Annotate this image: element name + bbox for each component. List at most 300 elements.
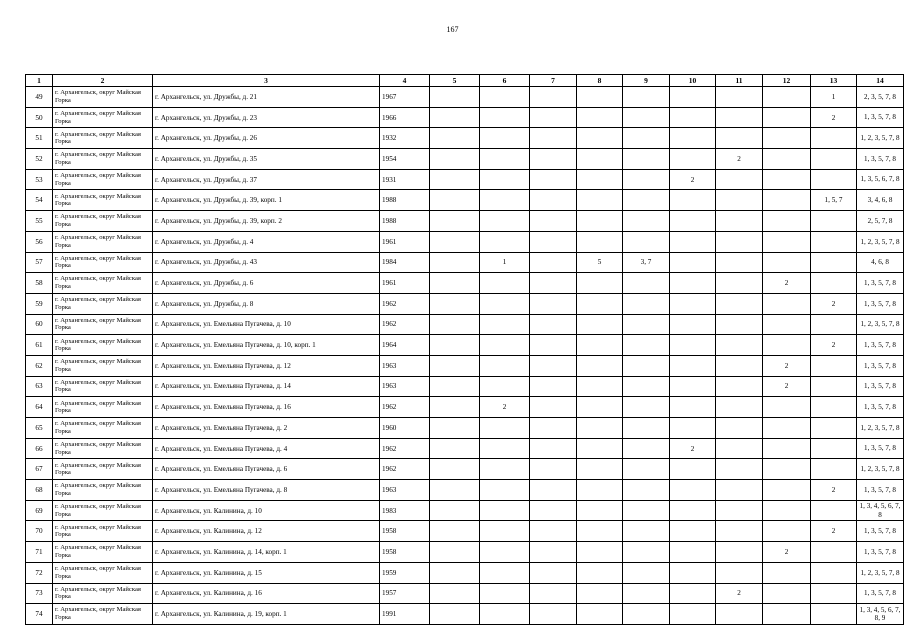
table-cell-col-10: [670, 418, 716, 439]
table-cell-col-2: г. Архангельск, округ Майская Горка: [53, 190, 153, 211]
header-row: [26, 75, 904, 87]
table-cell-col-10: [670, 604, 716, 625]
table-cell-col-7: [530, 87, 577, 108]
table-cell-col-6: [480, 459, 530, 480]
table-cell-col-11: [716, 376, 763, 397]
table-cell-col-1: 60: [26, 314, 53, 335]
table-cell-col-7: [530, 459, 577, 480]
table-cell-col-2: г. Архангельск, округ Майская Горка: [53, 480, 153, 501]
table-cell-col-8: [577, 87, 623, 108]
table-cell-col-4: 1958: [380, 542, 430, 563]
table-cell-col-4: 1959: [380, 562, 430, 583]
table-cell-col-2: г. Архангельск, округ Майская Горка: [53, 87, 153, 108]
table-cell-col-1: 62: [26, 355, 53, 376]
table-cell-col-14: 1, 2, 3, 5, 7, 8: [857, 231, 904, 252]
table-cell-col-6: [480, 438, 530, 459]
table-cell-col-13: [811, 500, 857, 521]
table-cell-col-14: 1, 3, 5, 7, 8: [857, 397, 904, 418]
table-cell-col-12: [763, 87, 811, 108]
table-cell-col-9: [623, 169, 670, 190]
table-cell-col-14: 1, 3, 5, 7, 8: [857, 293, 904, 314]
table-cell-col-4: 1963: [380, 355, 430, 376]
table-cell-col-11: [716, 273, 763, 294]
table-cell-col-11: [716, 438, 763, 459]
table-cell-col-12: [763, 211, 811, 232]
table-cell-col-1: 51: [26, 128, 53, 149]
table-row: [26, 128, 904, 149]
column-header-7: 7: [530, 75, 577, 87]
table-cell-col-1: 56: [26, 231, 53, 252]
table-cell-col-12: [763, 231, 811, 252]
table-cell-col-1: 68: [26, 480, 53, 501]
table-cell-col-4: 1931: [380, 169, 430, 190]
table-cell-col-4: 1988: [380, 190, 430, 211]
table-cell-col-7: [530, 397, 577, 418]
table-cell-col-14: 4, 6, 8: [857, 252, 904, 273]
table-cell-col-4: 1954: [380, 149, 430, 170]
table-cell-col-13: [811, 128, 857, 149]
table-row: [26, 149, 904, 170]
table-cell-col-1: 55: [26, 211, 53, 232]
table-cell-col-10: [670, 335, 716, 356]
column-header-5: 5: [430, 75, 480, 87]
table-cell-col-10: [670, 500, 716, 521]
table-cell-col-1: 71: [26, 542, 53, 563]
table-cell-col-10: [670, 149, 716, 170]
table-cell-col-3: г. Архангельск, ул. Калинина, д. 19, корп. 1: [153, 604, 380, 625]
table-cell-col-11: [716, 500, 763, 521]
table-cell-col-8: [577, 418, 623, 439]
table-cell-col-12: 2: [763, 355, 811, 376]
table-cell-col-5: [430, 273, 480, 294]
table-cell-col-10: [670, 273, 716, 294]
table-cell-col-12: [763, 604, 811, 625]
table-cell-col-11: [716, 128, 763, 149]
table-cell-col-8: [577, 604, 623, 625]
table-cell-col-8: [577, 314, 623, 335]
table-cell-col-2: г. Архангельск, округ Майская Горка: [53, 438, 153, 459]
table-cell-col-11: [716, 418, 763, 439]
table-row: [26, 500, 904, 521]
table-cell-col-5: [430, 128, 480, 149]
table-cell-col-14: 1, 3, 5, 7, 8: [857, 542, 904, 563]
table-cell-col-1: 70: [26, 521, 53, 542]
table-cell-col-4: 1962: [380, 438, 430, 459]
table-cell-col-14: 2, 3, 5, 7, 8: [857, 87, 904, 108]
table-cell-col-13: [811, 149, 857, 170]
table-cell-col-9: [623, 500, 670, 521]
table-cell-col-5: [430, 190, 480, 211]
table-cell-col-14: 1, 3, 5, 7, 8: [857, 438, 904, 459]
table-cell-col-5: [430, 583, 480, 604]
table-cell-col-4: 1962: [380, 293, 430, 314]
table-cell-col-2: г. Архангельск, округ Майская Горка: [53, 397, 153, 418]
table-cell-col-14: 1, 3, 5, 7, 8: [857, 521, 904, 542]
table-cell-col-13: 2: [811, 335, 857, 356]
table-cell-col-10: [670, 314, 716, 335]
table-cell-col-6: [480, 314, 530, 335]
table-cell-col-4: 1957: [380, 583, 430, 604]
table-cell-col-10: 2: [670, 169, 716, 190]
table-row: [26, 169, 904, 190]
table-row: [26, 252, 904, 273]
table-cell-col-13: 2: [811, 293, 857, 314]
table-row: [26, 438, 904, 459]
table-cell-col-13: 1, 5, 7: [811, 190, 857, 211]
table-row: [26, 480, 904, 501]
table-cell-col-11: [716, 459, 763, 480]
table-cell-col-13: 2: [811, 480, 857, 501]
table-cell-col-10: [670, 252, 716, 273]
table-cell-col-9: [623, 293, 670, 314]
table-cell-col-5: [430, 314, 480, 335]
table-cell-col-7: [530, 355, 577, 376]
table-row: [26, 314, 904, 335]
table-cell-col-11: [716, 355, 763, 376]
table-cell-col-6: [480, 107, 530, 128]
table-cell-col-3: г. Архангельск, ул. Дружбы, д. 35: [153, 149, 380, 170]
table-cell-col-7: [530, 169, 577, 190]
table-cell-col-1: 58: [26, 273, 53, 294]
table-cell-col-3: г. Архангельск, ул. Емельяна Пугачева, д. 16: [153, 397, 380, 418]
table-cell-col-11: [716, 252, 763, 273]
table-cell-col-9: [623, 521, 670, 542]
table-cell-col-4: 1960: [380, 418, 430, 439]
table-cell-col-6: [480, 87, 530, 108]
table-cell-col-2: г. Архангельск, округ Майская Горка: [53, 500, 153, 521]
table-cell-col-5: [430, 149, 480, 170]
table-cell-col-9: [623, 231, 670, 252]
table-row: [26, 293, 904, 314]
table-cell-col-7: [530, 521, 577, 542]
table-cell-col-6: 2: [480, 397, 530, 418]
table-cell-col-12: [763, 438, 811, 459]
table-cell-col-8: [577, 397, 623, 418]
table-cell-col-7: [530, 149, 577, 170]
table-cell-col-13: [811, 604, 857, 625]
table-cell-col-7: [530, 583, 577, 604]
table-cell-col-6: [480, 293, 530, 314]
table-cell-col-9: [623, 459, 670, 480]
table-cell-col-3: г. Архангельск, ул. Калинина, д. 10: [153, 500, 380, 521]
table-cell-col-13: [811, 314, 857, 335]
table-cell-col-1: 65: [26, 418, 53, 439]
table-cell-col-7: [530, 314, 577, 335]
table-cell-col-12: [763, 169, 811, 190]
table-cell-col-7: [530, 604, 577, 625]
table-cell-col-4: 1962: [380, 314, 430, 335]
table-row: [26, 335, 904, 356]
table-cell-col-12: [763, 293, 811, 314]
table-cell-col-5: [430, 252, 480, 273]
table-cell-col-3: г. Архангельск, ул. Дружбы, д. 21: [153, 87, 380, 108]
table-cell-col-8: 5: [577, 252, 623, 273]
column-header-11: 11: [716, 75, 763, 87]
table-cell-col-6: [480, 335, 530, 356]
table-cell-col-5: [430, 418, 480, 439]
table-cell-col-2: г. Архангельск, округ Майская Горка: [53, 583, 153, 604]
table-cell-col-9: 3, 7: [623, 252, 670, 273]
table-cell-col-9: [623, 273, 670, 294]
table-row: [26, 562, 904, 583]
table-cell-col-7: [530, 480, 577, 501]
table-cell-col-7: [530, 438, 577, 459]
table-cell-col-14: 1, 3, 4, 5, 6, 7, 8: [857, 500, 904, 521]
table-cell-col-8: [577, 190, 623, 211]
table-cell-col-13: [811, 562, 857, 583]
table-cell-col-3: г. Архангельск, ул. Емельяна Пугачева, д. 6: [153, 459, 380, 480]
table-cell-col-10: 2: [670, 438, 716, 459]
table-cell-col-1: 52: [26, 149, 53, 170]
table-cell-col-12: [763, 480, 811, 501]
table-cell-col-10: [670, 128, 716, 149]
table-cell-col-6: [480, 562, 530, 583]
table-cell-col-7: [530, 376, 577, 397]
column-header-6: 6: [480, 75, 530, 87]
table-cell-col-1: 64: [26, 397, 53, 418]
table-cell-col-11: [716, 293, 763, 314]
table-row: [26, 542, 904, 563]
table-cell-col-7: [530, 562, 577, 583]
table-cell-col-4: 1962: [380, 397, 430, 418]
column-header-2: 2: [53, 75, 153, 87]
table-cell-col-14: 1, 3, 5, 7, 8: [857, 376, 904, 397]
table-cell-col-5: [430, 87, 480, 108]
table-cell-col-11: [716, 397, 763, 418]
table-cell-col-3: г. Архангельск, ул. Дружбы, д. 26: [153, 128, 380, 149]
table-cell-col-6: [480, 128, 530, 149]
table-cell-col-6: [480, 169, 530, 190]
table-cell-col-10: [670, 376, 716, 397]
table-cell-col-5: [430, 459, 480, 480]
table-cell-col-3: г. Архангельск, ул. Калинина, д. 12: [153, 521, 380, 542]
table-cell-col-12: [763, 562, 811, 583]
table-cell-col-5: [430, 293, 480, 314]
table-cell-col-8: [577, 500, 623, 521]
table-cell-col-13: [811, 169, 857, 190]
table-cell-col-1: 74: [26, 604, 53, 625]
table-cell-col-7: [530, 211, 577, 232]
table-cell-col-8: [577, 542, 623, 563]
table-cell-col-12: [763, 149, 811, 170]
table-cell-col-1: 72: [26, 562, 53, 583]
table-cell-col-14: 1, 3, 5, 7, 8: [857, 149, 904, 170]
table-cell-col-3: г. Архангельск, ул. Емельяна Пугачева, д. 4: [153, 438, 380, 459]
table-cell-col-6: [480, 583, 530, 604]
table-cell-col-8: [577, 355, 623, 376]
table-cell-col-10: [670, 293, 716, 314]
table-row: [26, 231, 904, 252]
table-cell-col-12: [763, 252, 811, 273]
table-cell-col-3: г. Архангельск, ул. Дружбы, д. 43: [153, 252, 380, 273]
table-cell-col-3: г. Архангельск, ул. Емельяна Пугачева, д. 10: [153, 314, 380, 335]
table-cell-col-10: [670, 190, 716, 211]
table-row: [26, 583, 904, 604]
table-cell-col-11: [716, 314, 763, 335]
table-cell-col-12: 2: [763, 273, 811, 294]
table-cell-col-3: г. Архангельск, ул. Емельяна Пугачева, д. 2: [153, 418, 380, 439]
table-cell-col-6: [480, 480, 530, 501]
table-cell-col-1: 57: [26, 252, 53, 273]
table-cell-col-10: [670, 542, 716, 563]
table-cell-col-11: [716, 190, 763, 211]
table-cell-col-10: [670, 107, 716, 128]
table-cell-col-2: г. Архангельск, округ Майская Горка: [53, 542, 153, 563]
table-cell-col-3: г. Архангельск, ул. Емельяна Пугачева, д. 10, корп. 1: [153, 335, 380, 356]
table-cell-col-2: г. Архангельск, округ Майская Горка: [53, 314, 153, 335]
table-cell-col-7: [530, 107, 577, 128]
table-cell-col-14: 1, 3, 4, 5, 6, 7, 8, 9: [857, 604, 904, 625]
table-cell-col-4: 1991: [380, 604, 430, 625]
table-cell-col-4: 1958: [380, 521, 430, 542]
table-cell-col-13: [811, 418, 857, 439]
table-row: [26, 190, 904, 211]
table-cell-col-1: 53: [26, 169, 53, 190]
table-cell-col-6: [480, 604, 530, 625]
table-cell-col-6: [480, 355, 530, 376]
table-row: [26, 459, 904, 480]
table-cell-col-2: г. Архангельск, округ Майская Горка: [53, 293, 153, 314]
table-cell-col-12: [763, 459, 811, 480]
table-cell-col-3: г. Архангельск, ул. Дружбы, д. 23: [153, 107, 380, 128]
table-cell-col-6: [480, 521, 530, 542]
table-cell-col-8: [577, 169, 623, 190]
table-cell-col-3: г. Архангельск, ул. Дружбы, д. 6: [153, 273, 380, 294]
table-cell-col-12: [763, 583, 811, 604]
table-cell-col-14: 1, 3, 5, 7, 8: [857, 273, 904, 294]
table-cell-col-8: [577, 273, 623, 294]
table-cell-col-9: [623, 376, 670, 397]
table-cell-col-9: [623, 87, 670, 108]
table-cell-col-11: [716, 231, 763, 252]
table-cell-col-1: 73: [26, 583, 53, 604]
table-cell-col-11: [716, 335, 763, 356]
table-cell-col-5: [430, 335, 480, 356]
table-cell-col-11: [716, 169, 763, 190]
column-header-10: 10: [670, 75, 716, 87]
table-cell-col-14: 1, 2, 3, 5, 7, 8: [857, 314, 904, 335]
table-cell-col-7: [530, 273, 577, 294]
table-cell-col-4: 1961: [380, 231, 430, 252]
table-cell-col-13: 2: [811, 107, 857, 128]
table-cell-col-3: г. Архангельск, ул. Емельяна Пугачева, д. 8: [153, 480, 380, 501]
table-cell-col-3: г. Архангельск, ул. Емельяна Пугачева, д. 14: [153, 376, 380, 397]
table-cell-col-1: 61: [26, 335, 53, 356]
table-cell-col-7: [530, 293, 577, 314]
page-number: 167: [446, 25, 459, 34]
column-header-1: 1: [26, 75, 53, 87]
table-cell-col-13: 2: [811, 521, 857, 542]
table-cell-col-5: [430, 107, 480, 128]
table-row: [26, 273, 904, 294]
table-cell-col-9: [623, 542, 670, 563]
table-cell-col-8: [577, 459, 623, 480]
registry-table: [25, 74, 904, 625]
table-cell-col-6: 1: [480, 252, 530, 273]
table-cell-col-2: г. Архангельск, округ Майская Горка: [53, 107, 153, 128]
table-cell-col-13: [811, 459, 857, 480]
table-row: [26, 211, 904, 232]
table-header: [26, 75, 904, 87]
table-cell-col-12: [763, 335, 811, 356]
table-cell-col-2: г. Архангельск, округ Майская Горка: [53, 128, 153, 149]
table-row: [26, 376, 904, 397]
table-cell-col-14: 1, 2, 3, 5, 7, 8: [857, 562, 904, 583]
table-row: [26, 87, 904, 108]
table-cell-col-11: [716, 107, 763, 128]
table-cell-col-14: 1, 3, 5, 7, 8: [857, 480, 904, 501]
table-cell-col-12: [763, 107, 811, 128]
table-cell-col-3: г. Архангельск, ул. Дружбы, д. 4: [153, 231, 380, 252]
table-cell-col-14: 3, 4, 6, 8: [857, 190, 904, 211]
table-cell-col-7: [530, 252, 577, 273]
table-cell-col-2: г. Архангельск, округ Майская Горка: [53, 211, 153, 232]
table-cell-col-14: 1, 2, 3, 5, 7, 8: [857, 418, 904, 439]
table-cell-col-6: [480, 190, 530, 211]
table-cell-col-4: 1932: [380, 128, 430, 149]
table-cell-col-14: 1, 3, 5, 7, 8: [857, 583, 904, 604]
table-cell-col-9: [623, 128, 670, 149]
table-cell-col-6: [480, 500, 530, 521]
table-cell-col-8: [577, 335, 623, 356]
table-cell-col-1: 67: [26, 459, 53, 480]
table-cell-col-1: 54: [26, 190, 53, 211]
table-cell-col-12: [763, 128, 811, 149]
table-cell-col-2: г. Архангельск, округ Майская Горка: [53, 149, 153, 170]
table-cell-col-9: [623, 480, 670, 501]
column-header-9: 9: [623, 75, 670, 87]
table-cell-col-11: [716, 211, 763, 232]
table-cell-col-1: 49: [26, 87, 53, 108]
table-cell-col-11: [716, 542, 763, 563]
table-cell-col-8: [577, 376, 623, 397]
table-cell-col-9: [623, 211, 670, 232]
table-cell-col-13: [811, 542, 857, 563]
table-cell-col-14: 1, 3, 5, 7, 8: [857, 355, 904, 376]
table-cell-col-7: [530, 335, 577, 356]
table-cell-col-2: г. Архангельск, округ Майская Горка: [53, 521, 153, 542]
table-cell-col-4: 1963: [380, 480, 430, 501]
table-body: [26, 87, 904, 625]
table-cell-col-5: [430, 376, 480, 397]
table-cell-col-8: [577, 293, 623, 314]
table-cell-col-1: 69: [26, 500, 53, 521]
table-cell-col-8: [577, 583, 623, 604]
table-cell-col-9: [623, 583, 670, 604]
table-cell-col-12: [763, 418, 811, 439]
table-cell-col-8: [577, 149, 623, 170]
table-cell-col-11: [716, 562, 763, 583]
table-cell-col-13: [811, 397, 857, 418]
table-cell-col-8: [577, 107, 623, 128]
table-cell-col-5: [430, 397, 480, 418]
table-cell-col-13: [811, 211, 857, 232]
table-cell-col-12: [763, 521, 811, 542]
table-cell-col-11: [716, 521, 763, 542]
table-cell-col-1: 66: [26, 438, 53, 459]
table-cell-col-9: [623, 397, 670, 418]
table-cell-col-8: [577, 231, 623, 252]
table-cell-col-11: 2: [716, 583, 763, 604]
table-cell-col-13: [811, 438, 857, 459]
column-header-14: 14: [857, 75, 904, 87]
column-header-4: 4: [380, 75, 430, 87]
table-cell-col-2: г. Архангельск, округ Майская Горка: [53, 418, 153, 439]
table-row: [26, 355, 904, 376]
table-cell-col-3: г. Архангельск, ул. Калинина, д. 14, корп. 1: [153, 542, 380, 563]
table-cell-col-10: [670, 355, 716, 376]
table-cell-col-5: [430, 355, 480, 376]
